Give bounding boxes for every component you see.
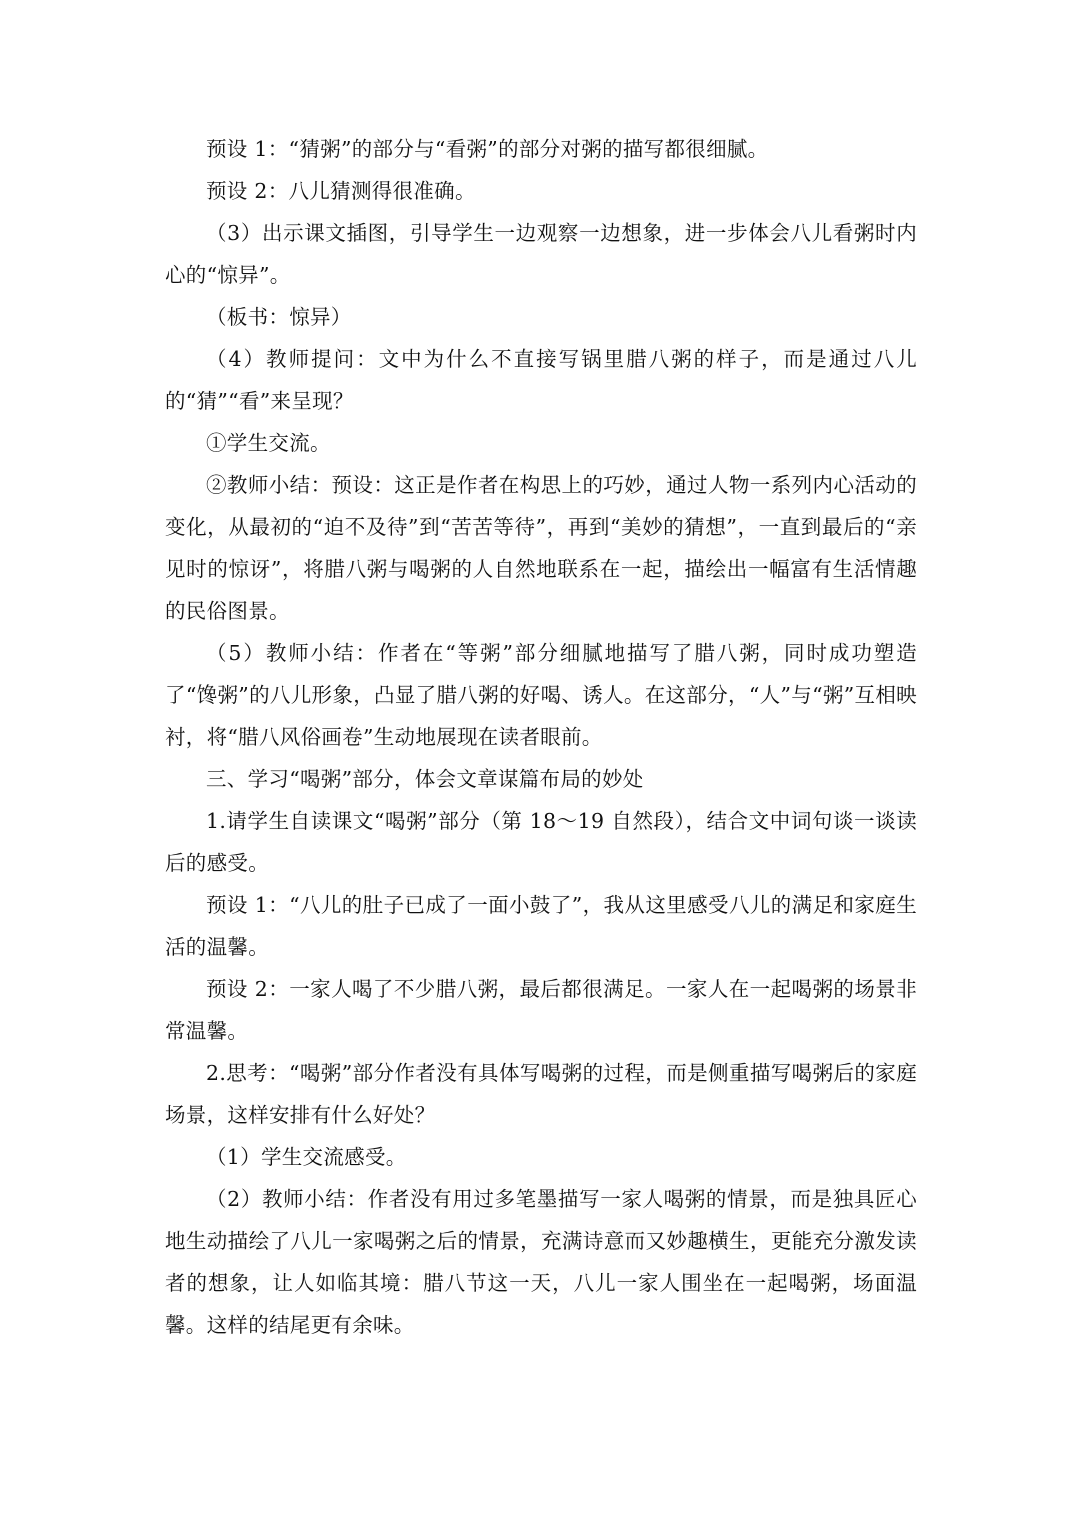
paragraph-step-5: （5）教师小结：作者在“等粥”部分细腻地描写了腊八粥，同时成功塑造了“馋粥”的八儿形象，凸显了腊八粥的好喝、诱人。在这部分，“人”与“粥”互相映衬，将“腊八风俗画卷”生动地展现在读者眼前。 [165,641,917,749]
paragraph-preset-2: 预设 2：八儿猜测得很准确。 [206,179,476,203]
paragraph-sub-1: （1）学生交流感受。 [206,1145,407,1169]
paragraph-preset-2b: 预设 2：一家人喝了不少腊八粥，最后都很满足。一家人在一起喝粥的场景非常温馨。 [165,977,917,1043]
paragraph-student-exchange: ①学生交流。 [206,431,331,455]
paragraph-preset-1b: 预设 1：“八儿的肚子已成了一面小鼓了”，我从这里感受八儿的满足和家庭生活的温馨。 [165,893,917,959]
paragraph-teacher-summary-preset: ②教师小结：预设：这正是作者在构思上的巧妙，通过人物一系列内心活动的变化，从最初的“迫不及待”到“苦苦等待”，再到“美妙的猜想”，一直到最后的“亲见时的惊讶”，将腊八粥与喝粥的人自然地联系在一起，描绘出一幅富有生活情趣的民俗图景。 [165,473,917,623]
paragraph-preset-1: 预设 1：“猜粥”的部分与“看粥”的部分对粥的描写都很细腻。 [206,137,769,161]
section-heading-3: 三、学习“喝粥”部分，体会文章谋篇布局的妙处 [206,767,644,791]
paragraph-item-1: 1.请学生自读课文“喝粥”部分（第 18～19 自然段），结合文中词句谈一谈读后的感受。 [165,809,917,875]
paragraph-board-note: （板书：惊异） [206,305,352,329]
text-body [165,128,917,1346]
paragraph-step-4: （4）教师提问：文中为什么不直接写锅里腊八粥的样子，而是通过八儿的“猜”“看”来呈现？ [165,347,917,413]
paragraph-sub-2: （2）教师小结：作者没有用过多笔墨描写一家人喝粥的情景，而是独具匠心地生动描绘了八儿一家喝粥之后的情景，充满诗意而又妙趣横生，更能充分激发读者的想象，让人如临其境：腊八节这一天，八儿一家人围坐在一起喝粥，场面温馨。这样的结尾更有余味。 [165,1187,917,1337]
paragraph-item-2: 2.思考：“喝粥”部分作者没有具体写喝粥的过程，而是侧重描写喝粥后的家庭场景，这样安排有什么好处？ [165,1061,917,1127]
paragraph-step-3: （3）出示课文插图，引导学生一边观察一边想象，进一步体会八儿看粥时内心的“惊异”。 [165,221,917,287]
